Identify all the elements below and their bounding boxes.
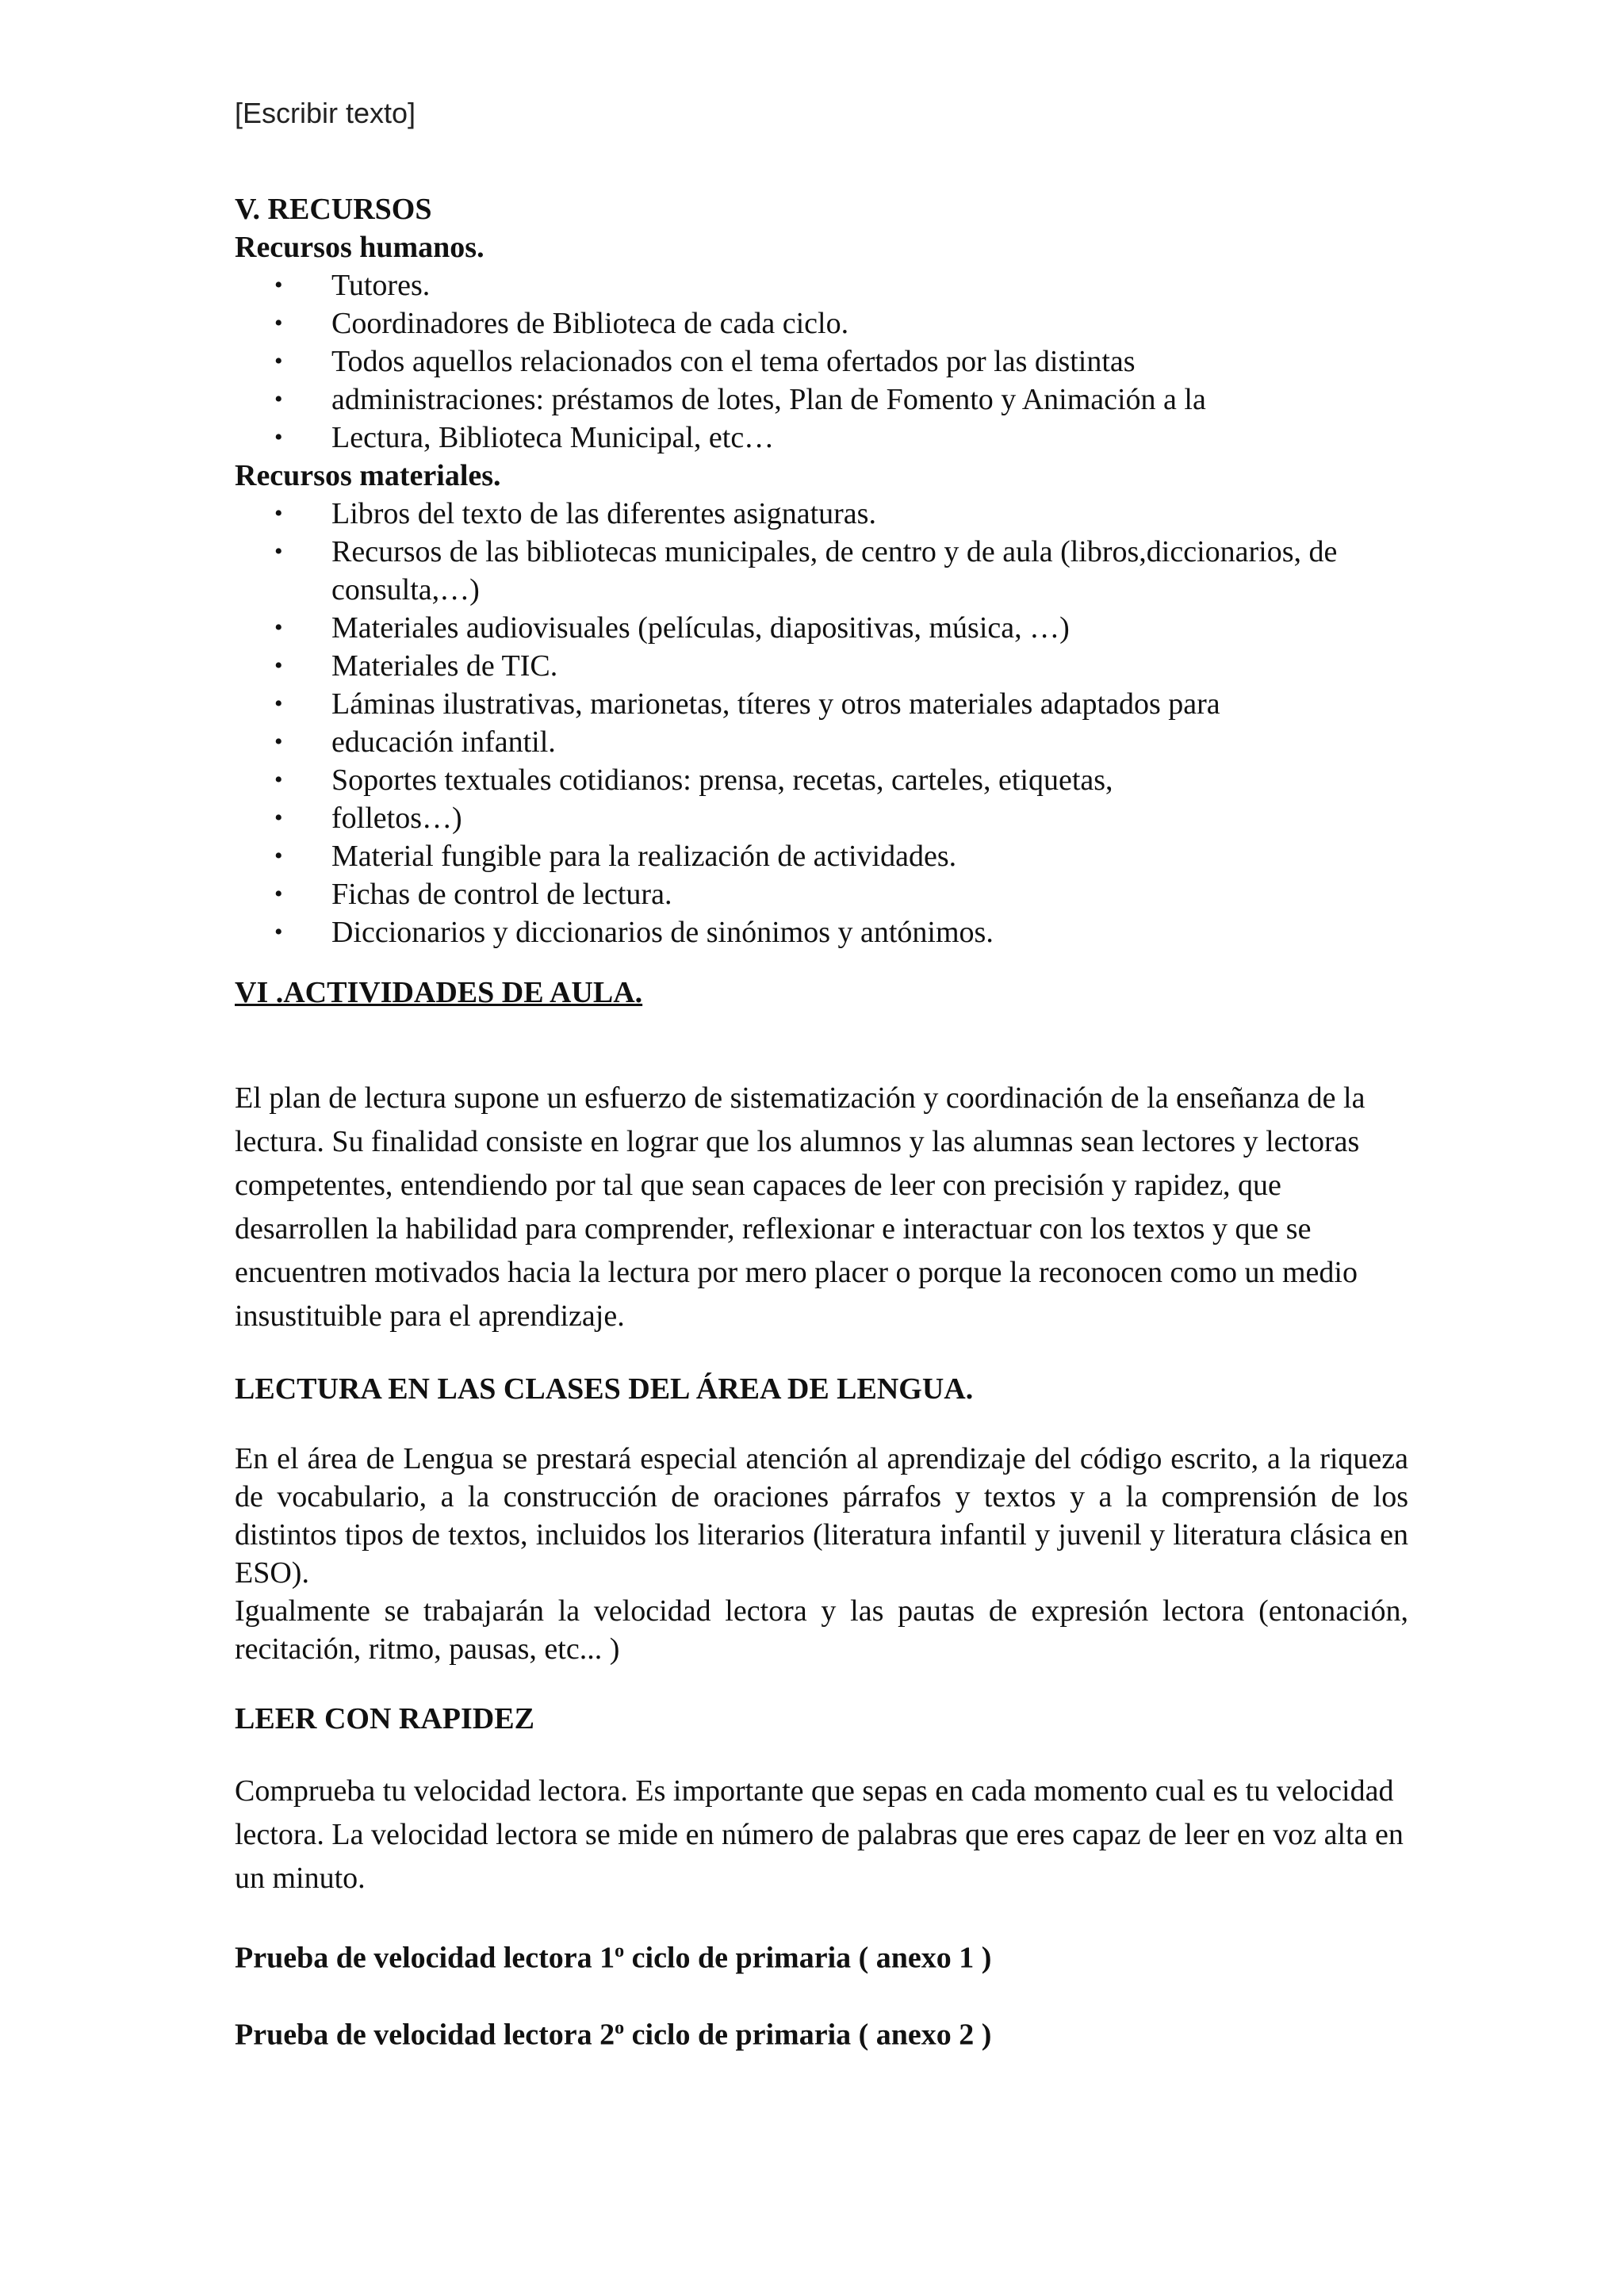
list-item: • educación infantil. [331,723,1408,761]
document-body [235,190,1408,2053]
list-item: • administraciones: préstamos de lotes, Plan de Fomento y Animación a la [331,381,1408,419]
list-recursos-humanos [235,266,1408,457]
section-title-lengua: LECTURA EN LAS CLASES DEL ÁREA DE LENGUA. [235,1372,974,1406]
list-item: • Diccionarios y diccionarios de sinónimos y antónimos. [331,913,1408,951]
paragraph-plan-lectura: El plan de lectura supone un esfuerzo de sistematización y coordinación de la enseñanza de la lectura. Su finalidad consiste en lograr que los alumnos y las alumnas sean lectores y lectoras competentes, entendiendo por tal que sean capaces de leer con precisión y rapidez, que desarrollen la habilidad para comprender, reflexionar e interactuar con los textos y que se encuentren motivados hacia la lectura por mero placer o porque la reconocen como un medio insustituible para el aprendizaje. [235,1081,1365,1333]
list-item: • Materiales de TIC. [331,647,1408,685]
paragraph-area-lengua: En el área de Lengua se prestará especial atención al aprendizaje del código escrito, a la riqueza de vocabulario, a la construcción de oraciones párrafos y textos y a la comprensión de los distintos tipos de textos, incluidos los literarios (literatura infantil y juvenil y literatura clásica en ESO). [235,1442,1408,1590]
list-item: • Coordinadores de Biblioteca de cada ciclo. [331,304,1408,342]
list-item: • Material fungible para la realización de actividades. [331,837,1408,875]
prueba-segundo-ciclo: Prueba de velocidad lectora 2$^o$ ciclo de primaria ( anexo 2 ) [235,2017,992,2052]
section-title-actividades: VI .ACTIVIDADES DE AULA. [235,976,643,1009]
list-item: • folletos…) [331,799,1408,837]
prueba-primer-ciclo: Prueba de velocidad lectora 1$^o$ ciclo de primaria ( anexo 1 ) [235,1941,992,1975]
list-item: • Fichas de control de lectura. [331,875,1408,913]
list-item: • Soportes textuales cotidianos: prensa, recetas, carteles, etiquetas, [331,761,1408,799]
list-item: • Recursos de las bibliotecas municipales, de centro y de aula (libros,diccionarios, de consulta,…) [331,533,1408,609]
subheading-recursos-materiales: Recursos materiales. [235,459,501,492]
list-item: • Materiales audiovisuales (películas, diapositivas, música, …) [331,609,1408,647]
page-header: [Escribir texto] [235,97,416,129]
list-item: • Libros del texto de las diferentes asignaturas. [331,495,1408,533]
list-recursos-materiales [235,495,1408,951]
section-title-recursos: V. RECURSOS [235,193,432,226]
list-item: • Lectura, Biblioteca Municipal, etc… [331,419,1408,457]
section-title-rapidez: LEER CON RAPIDEZ [235,1702,534,1735]
paragraph-velocidad-lectora: Comprueba tu velocidad lectora. Es importante que sepas en cada momento cual es tu velocidad lectora. La velocidad lectora se mide en número de palabras que eres capaz de leer en voz alta en un minuto. [235,1774,1404,1895]
list-item: • Tutores. [331,266,1408,304]
list-item: • Láminas ilustrativas, marionetas, títeres y otros materiales adaptados para [331,685,1408,723]
subheading-recursos-humanos: Recursos humanos. [235,231,485,264]
paragraph-velocidad-expresion: Igualmente se trabajarán la velocidad lectora y las pautas de expresión lectora (entonación, recitación, ritmo, pausas, etc... ) [235,1594,1408,1666]
list-item: • Todos aquellos relacionados con el tema ofertados por las distintas [331,342,1408,381]
